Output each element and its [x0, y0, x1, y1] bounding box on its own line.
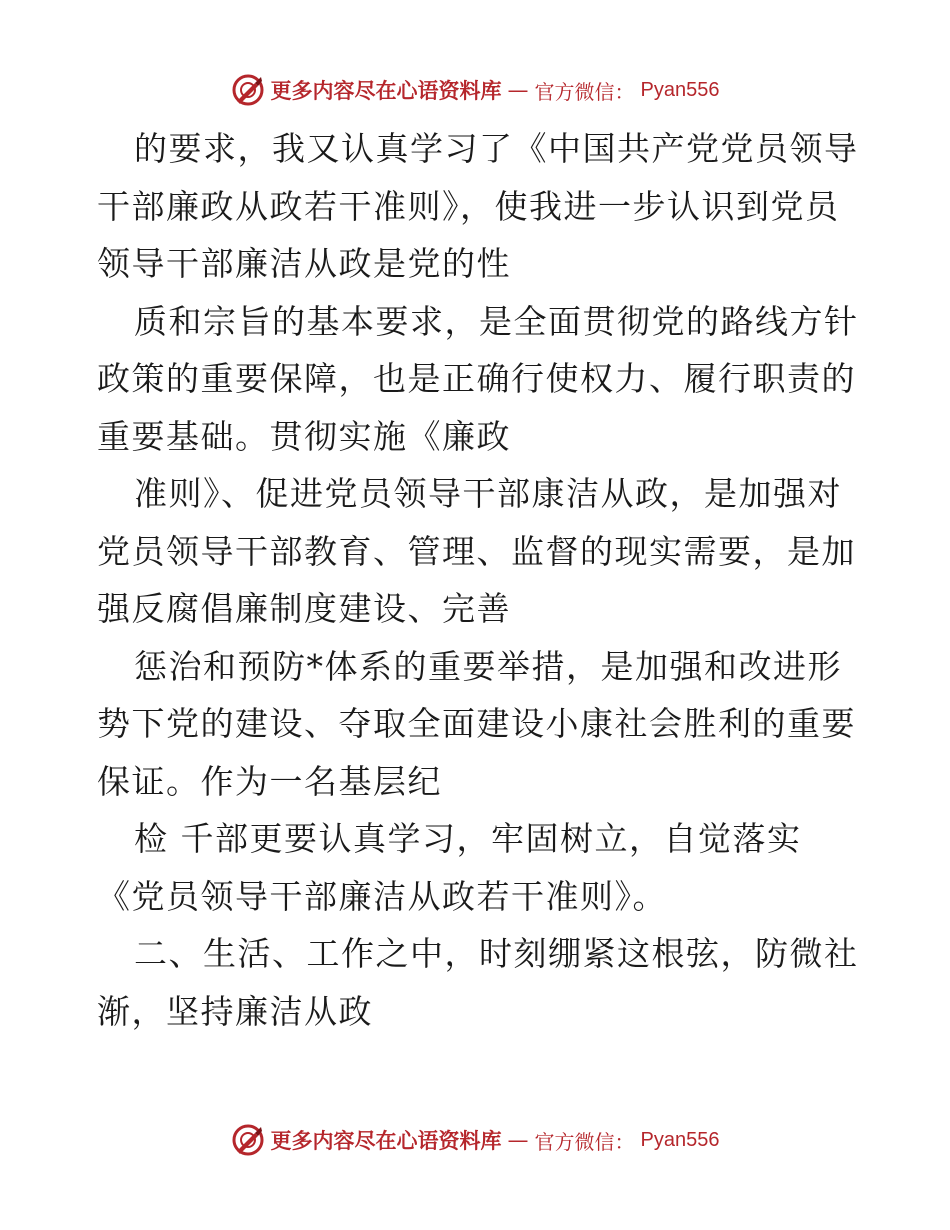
header-dash: —: [507, 78, 529, 102]
text-line: 党员领导干部教育、管理、监督的现实需要，是加: [97, 531, 856, 571]
text-line: 政策的重要保障，也是正确行使权力、履行职责的: [97, 359, 856, 398]
header-watermark: [0, 70, 950, 110]
text-line: 的要求，我又认真学习了《中国共产党党员领导: [134, 129, 859, 168]
text-line: 势下党的建设、夺取全面建设小康社会胜利的重要: [97, 704, 856, 743]
footer-brand-text: 更多内容尽在心语资料库: [270, 1128, 502, 1153]
text-line: 渐，坚持廉洁从政: [97, 991, 373, 1031]
footer-dash: —: [507, 1128, 529, 1152]
brand-logo-icon: [231, 73, 265, 107]
text-line: 二、生活、工作之中，时刻绷紧这根弦，防微社: [134, 934, 859, 973]
text-line: 强反腐倡廉制度建设、完善: [97, 589, 511, 628]
document-body: [97, 120, 857, 1040]
text-line: 检 千部更要认真学习，牢固树立，自觉落实: [134, 819, 802, 858]
text-line: 重要基础。贯彻实施《廉政: [97, 416, 511, 456]
text-line: 领导干部廉洁从政是党的性: [97, 244, 511, 283]
text-line: 干部廉政从政若干准则》，使我进一步认识到党员: [97, 186, 840, 226]
brand-logo-icon: [231, 1123, 265, 1157]
text-line: 质和宗旨的基本要求，是全面贯彻党的路线方针: [134, 301, 859, 341]
header-wechat-label: 官方微信：: [534, 79, 635, 104]
text-line: 惩治和预防*体系的重要举措，是加强和改进形: [134, 646, 842, 686]
footer-wechat-label: 官方微信：: [534, 1129, 635, 1154]
text-line: 保证。作为一名基层纪: [97, 761, 442, 801]
text-line: 《党员领导干部廉洁从政若干准则》。: [97, 876, 667, 916]
text-line: 准则》、促进党员领导干部康洁从政，是加强对: [134, 474, 842, 513]
footer-watermark: [0, 1120, 950, 1160]
header-wechat-id: Pyan556: [640, 78, 720, 101]
footer-wechat-id: Pyan556: [640, 1128, 720, 1151]
header-brand-text: 更多内容尽在心语资料库: [270, 78, 502, 103]
